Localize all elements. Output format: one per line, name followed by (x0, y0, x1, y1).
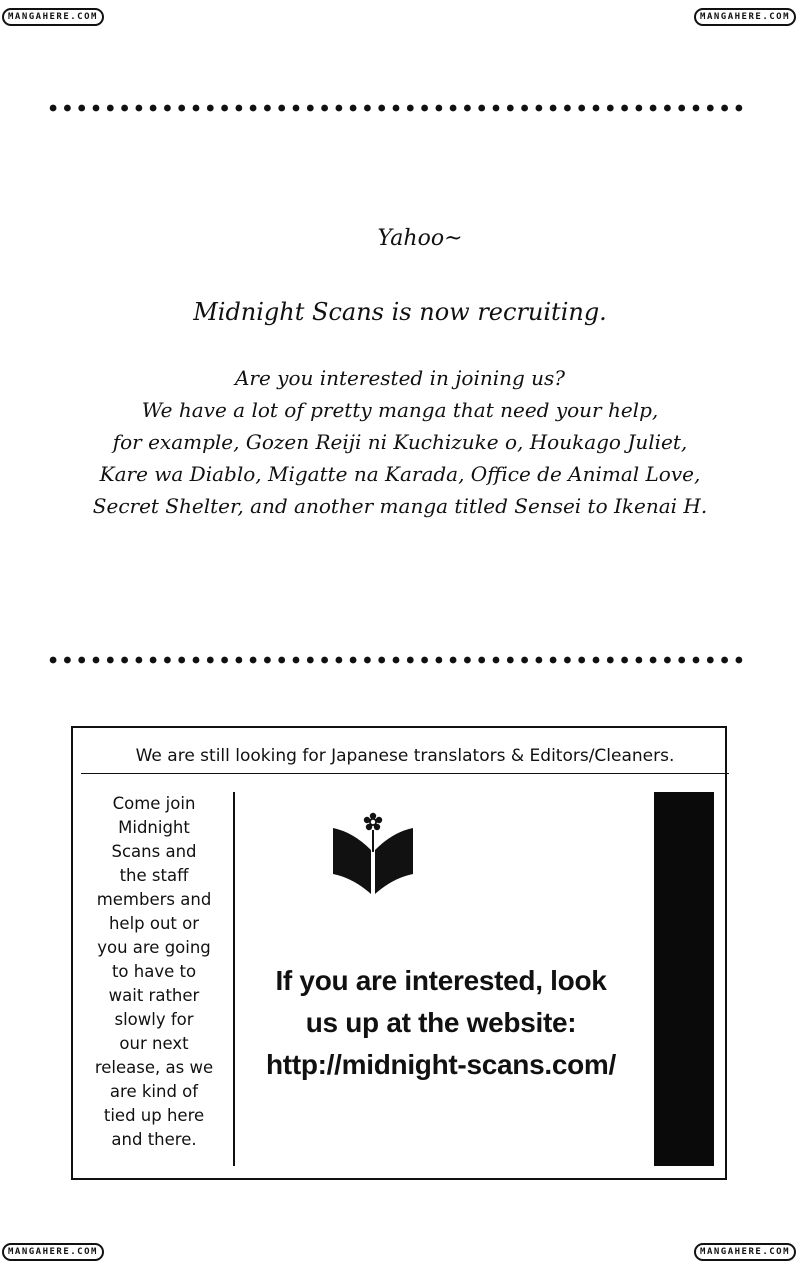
website-line: If you are interested, look (275, 965, 607, 996)
dots-middle (46, 656, 746, 664)
divider-dot (336, 657, 343, 664)
website-url[interactable]: http://midnight-scans.com/ (266, 1049, 616, 1080)
join-line: are kind of (109, 1082, 199, 1101)
body-line: We have a lot of pretty manga that need your help, (141, 398, 659, 422)
recruiting-title: Midnight Scans is now recruiting. (193, 298, 607, 326)
divider-dot (678, 105, 685, 112)
divider-dot (564, 657, 571, 664)
divider-dot (236, 657, 243, 664)
divider-dot (507, 105, 514, 112)
join-line: wait rather (108, 986, 200, 1005)
divider-dot (178, 657, 185, 664)
dots-top (46, 104, 746, 112)
join-line: and there. (111, 1130, 197, 1149)
divider-dot (221, 105, 228, 112)
website-info (241, 960, 641, 1086)
divider-dot (293, 657, 300, 664)
greeting-text: Yahoo~ (377, 226, 463, 251)
divider-dot (607, 657, 614, 664)
divider-dot (607, 105, 614, 112)
divider-dot (521, 105, 528, 112)
divider-dot (78, 657, 85, 664)
divider-dot (250, 105, 257, 112)
dotted-divider-top (46, 104, 746, 112)
join-line: to have to (111, 962, 197, 981)
divider-dot (464, 105, 471, 112)
join-message (79, 792, 229, 1152)
divider-dot (250, 657, 257, 664)
divider-dot (593, 657, 600, 664)
divider-dot (707, 657, 714, 664)
divider-dot (121, 657, 128, 664)
divider-dot (236, 105, 243, 112)
info-box-header: We are still looking for Japanese translators & Editors/Cleaners. (81, 738, 729, 774)
divider-dot (93, 657, 100, 664)
divider-dot (578, 657, 585, 664)
divider-dot (578, 105, 585, 112)
watermark-bottom-right: MANGAHERE.COM (694, 1243, 796, 1261)
divider-dot (436, 105, 443, 112)
divider-dot (521, 657, 528, 664)
divider-dot (93, 105, 100, 112)
divider-dot (664, 105, 671, 112)
divider-dot (193, 657, 200, 664)
divider-dot (664, 657, 671, 664)
divider-dot (378, 105, 385, 112)
divider-dot (421, 105, 428, 112)
divider-dot (336, 105, 343, 112)
divider-dot (307, 657, 314, 664)
divider-dot (393, 105, 400, 112)
divider-dot (693, 105, 700, 112)
recruitment-info-box (71, 726, 727, 1180)
divider-dot (678, 657, 685, 664)
join-line: Scans and (111, 842, 197, 861)
divider-dot (64, 105, 71, 112)
divider-dot (207, 105, 214, 112)
divider-dot (550, 105, 557, 112)
divider-dot (593, 105, 600, 112)
divider-dot (350, 105, 357, 112)
divider-dot (136, 657, 143, 664)
divider-dot (650, 105, 657, 112)
black-vertical-bar (654, 792, 714, 1166)
dotted-divider-middle (46, 656, 746, 664)
recruiting-body (0, 362, 800, 522)
join-line: Come join (112, 794, 196, 813)
join-line: you are going (97, 938, 211, 957)
divider-dot (564, 105, 571, 112)
divider-dot (136, 105, 143, 112)
body-line: Secret Shelter, and another manga titled Sensei to Ikenai H. (92, 494, 708, 518)
divider-dot (107, 657, 114, 664)
divider-dot (421, 657, 428, 664)
divider-dot (150, 657, 157, 664)
divider-dot (164, 657, 171, 664)
divider-dot (493, 657, 500, 664)
divider-dot (536, 657, 543, 664)
join-line: help out or (108, 914, 200, 933)
join-line: Midnight (118, 818, 190, 837)
divider-dot (150, 105, 157, 112)
divider-dot (407, 657, 414, 664)
join-line: tied up here (103, 1106, 205, 1125)
divider-dot (721, 105, 728, 112)
join-line: members and (96, 890, 212, 909)
divider-dot (407, 105, 414, 112)
book-with-flower-icon (331, 812, 415, 894)
divider-dot (621, 657, 628, 664)
divider-dot (293, 105, 300, 112)
divider-dot (278, 105, 285, 112)
divider-dot (478, 657, 485, 664)
divider-dot (164, 105, 171, 112)
website-line: us up at the website: (305, 1007, 577, 1038)
divider-dot (464, 657, 471, 664)
divider-dot (307, 105, 314, 112)
divider-dot (264, 657, 271, 664)
divider-dot (364, 657, 371, 664)
divider-dot (193, 105, 200, 112)
divider-dot (221, 657, 228, 664)
divider-dot (721, 657, 728, 664)
divider-dot (50, 657, 57, 664)
body-line: Kare wa Diablo, Migatte na Karada, Office de Animal Love, (99, 462, 701, 486)
divider-dot (736, 657, 743, 664)
divider-dot (207, 657, 214, 664)
divider-dot (350, 657, 357, 664)
divider-dot (621, 105, 628, 112)
divider-dot (321, 105, 328, 112)
divider-dot (650, 657, 657, 664)
divider-dot (278, 657, 285, 664)
divider-dot (550, 657, 557, 664)
divider-dot (364, 105, 371, 112)
divider-dot (321, 657, 328, 664)
divider-dot (736, 105, 743, 112)
divider-dot (78, 105, 85, 112)
join-line: slowly for (114, 1010, 194, 1029)
divider-dot (393, 657, 400, 664)
divider-dot (121, 105, 128, 112)
divider-dot (378, 657, 385, 664)
join-line: the staff (119, 866, 189, 885)
body-line: for example, Gozen Reiji ni Kuchizuke o, Houkago Juliet, (112, 430, 688, 454)
divider-dot (493, 105, 500, 112)
join-line: release, as we (94, 1058, 214, 1077)
watermark-bottom-left: MANGAHERE.COM (2, 1243, 104, 1261)
join-line: our next (119, 1034, 189, 1053)
divider-dot (693, 657, 700, 664)
divider-dot (507, 657, 514, 664)
watermark-top-left: MANGAHERE.COM (2, 8, 104, 26)
watermark-top-right: MANGAHERE.COM (694, 8, 796, 26)
divider-dot (536, 105, 543, 112)
divider-dot (636, 105, 643, 112)
divider-dot (50, 105, 57, 112)
column-divider (233, 792, 235, 1166)
divider-dot (707, 105, 714, 112)
divider-dot (450, 657, 457, 664)
body-line: Are you interested in joining us? (234, 366, 566, 390)
divider-dot (178, 105, 185, 112)
divider-dot (264, 105, 271, 112)
divider-dot (478, 105, 485, 112)
divider-dot (436, 657, 443, 664)
divider-dot (450, 105, 457, 112)
divider-dot (636, 657, 643, 664)
divider-dot (107, 105, 114, 112)
divider-dot (64, 657, 71, 664)
